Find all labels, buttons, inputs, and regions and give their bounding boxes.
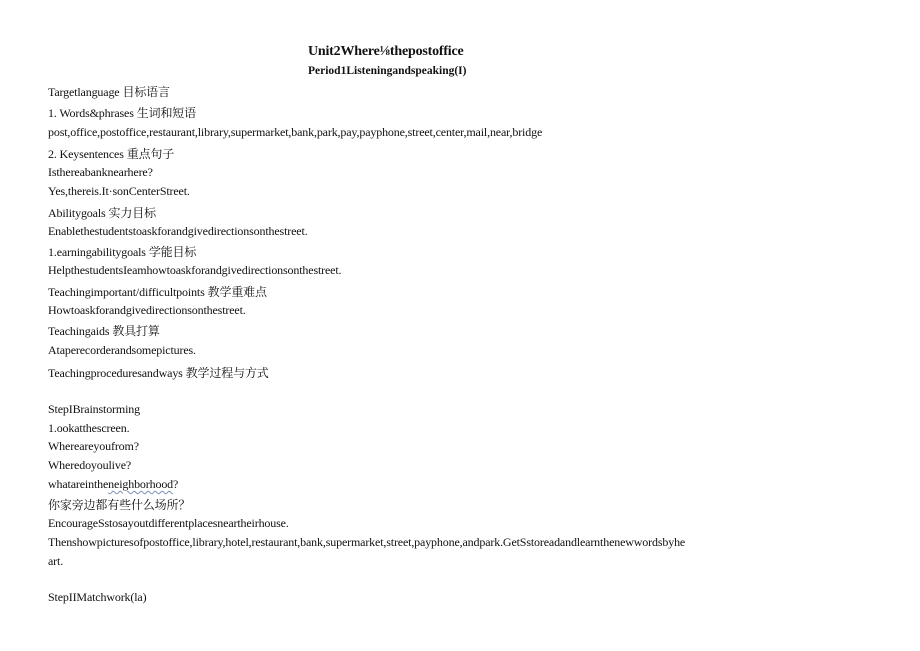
key-sentences-heading: 2. Keysentences 重点句子 xyxy=(48,147,175,161)
step-one-item: 1.ookatthescreen. xyxy=(48,421,130,435)
ability-goals-text: Enablethestudentstoaskforandgivedirectionsonthestreet. xyxy=(48,224,308,238)
target-language-heading: Targetlanguage 目标语言 xyxy=(48,85,170,99)
key-points-text: Howtoaskforandgivedirectionsonthestreet. xyxy=(48,303,246,317)
ability-goals-heading: Abilitygoals 实力目标 xyxy=(48,206,156,220)
question-where-live: Wheredoyoulive? xyxy=(48,458,132,472)
procedures-heading: Teachingproceduresandways 教学过程与方式 xyxy=(48,366,269,380)
key-points-heading: Teachingimportant/difficultpoints 教学重难点 xyxy=(48,285,267,299)
learning-goals-text: HelpthestudentsIeamhowtoaskforandgivedirectionsonthestreet. xyxy=(48,263,342,277)
document-subtitle: Period1Listeningandspeaking(I) xyxy=(308,65,467,77)
key-sentence-question: Isthereabanknearhere? xyxy=(48,165,153,179)
vocabulary-list: post,office,postoffice,restaurant,library,supermarket,bank,park,pay,payphone,street,center,mail,near,bridge xyxy=(48,125,543,139)
encourage-text: EncourageSstosayoutdifferentplacesneartheirhouse. xyxy=(48,516,289,530)
spellcheck-marked-word: neighborhood xyxy=(108,477,174,491)
question-where-from: Whereareyoufrom? xyxy=(48,439,139,453)
show-pictures-text: Thenshowpicturesofpostoffice,library,hotel,restaurant,bank,supermarket,street,payphone,andpark.GetSstoreadandlearnthenewwordsbyhe xyxy=(48,535,686,549)
question-neighborhood: whatareintheneighborhood? xyxy=(48,477,179,491)
step-one-heading: StepIBrainstorming xyxy=(48,402,140,416)
learning-goals-heading: 1.earningabilitygoals 学能目标 xyxy=(48,245,197,259)
teaching-aids-heading: Teachingaids 教具打算 xyxy=(48,324,160,338)
document-title: Unit2Where⅛thepostoffice xyxy=(308,44,464,59)
teaching-aids-text: Ataperecorderandsomepictures. xyxy=(48,343,196,357)
key-sentence-answer: Yes,thereis.It·sonCenterStreet. xyxy=(48,184,190,198)
words-phrases-heading: 1. Words&phrases 生词和短语 xyxy=(48,106,197,120)
show-pictures-text-continued: art. xyxy=(48,554,64,568)
chinese-question: 你家旁边都有些什么场所？ xyxy=(48,498,191,512)
step-two-heading: StepIIMatchwork(la) xyxy=(48,590,147,604)
